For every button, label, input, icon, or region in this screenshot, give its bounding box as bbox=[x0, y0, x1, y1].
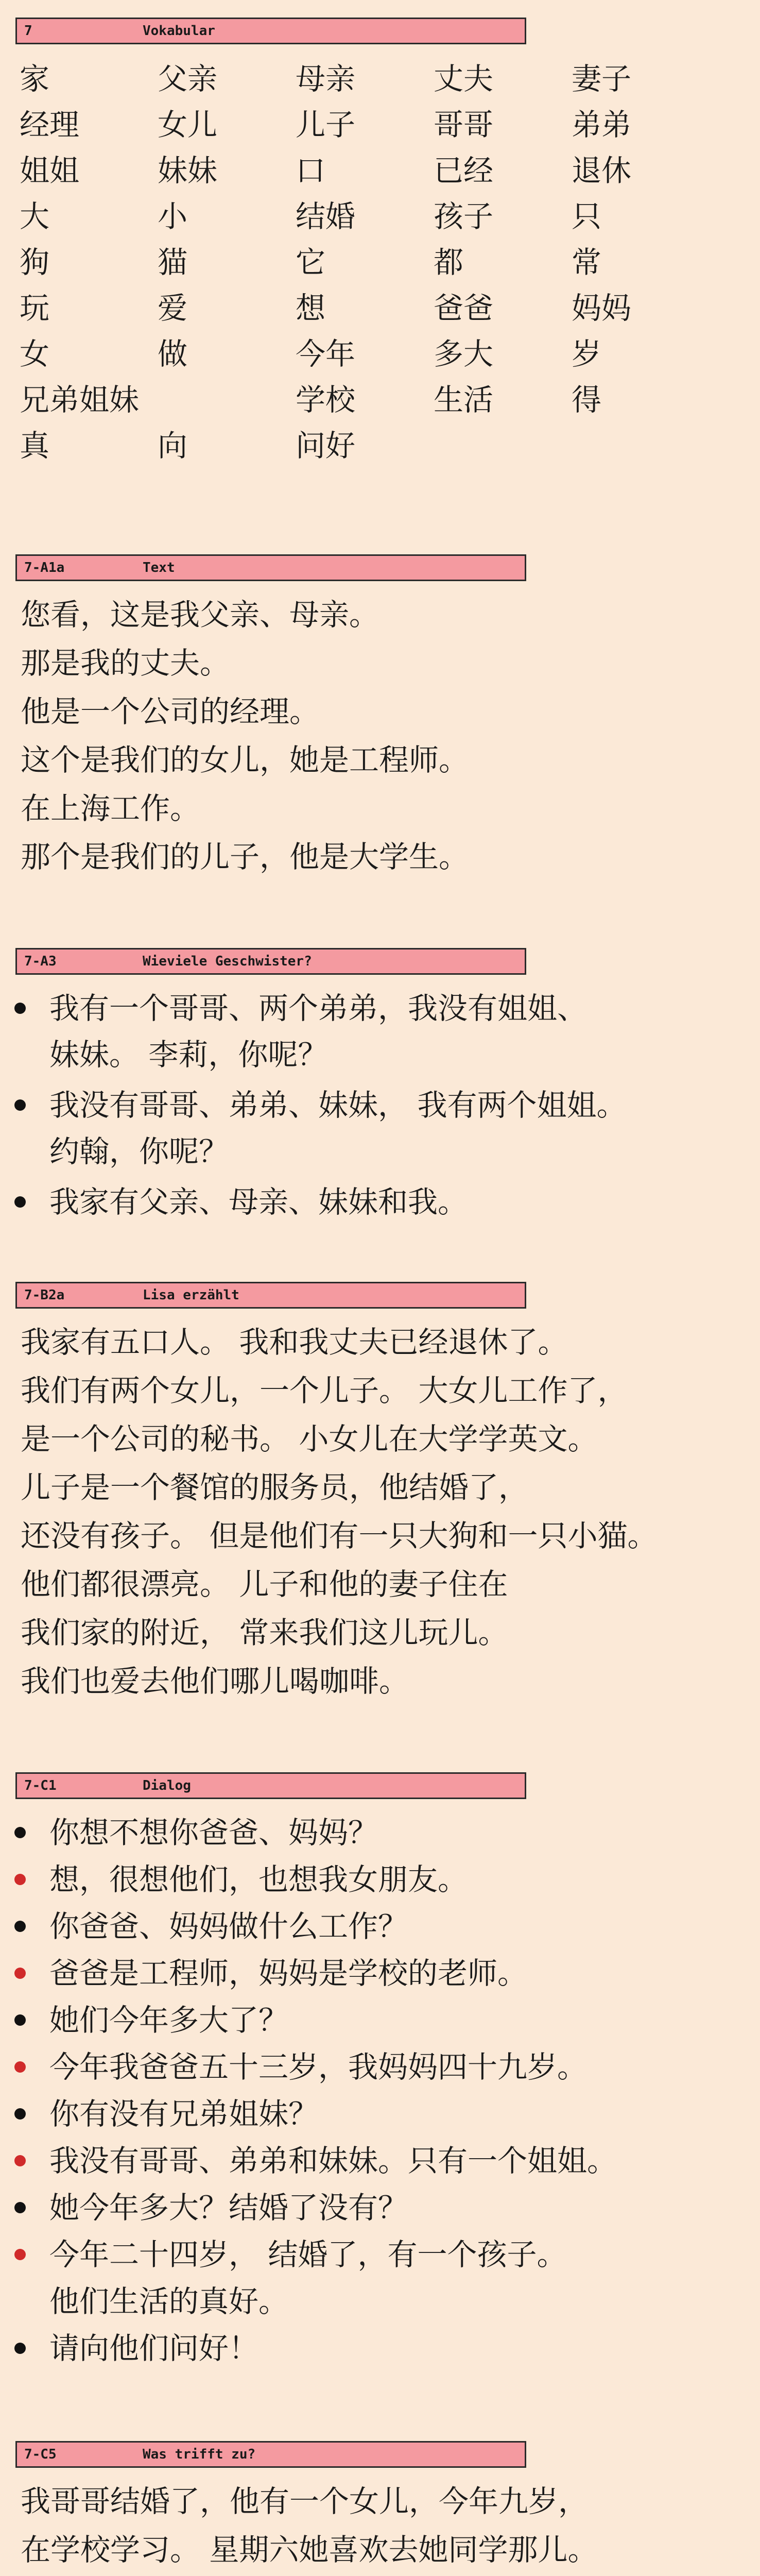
list-item-line: 我没有哥哥、弟弟、妹妹， 我有两个姐姐。 bbox=[49, 1088, 627, 1123]
answer-bullet bbox=[14, 2249, 26, 2260]
section-header-c5 bbox=[15, 2441, 526, 2468]
vocab-word: 向 bbox=[158, 428, 188, 463]
dialog-line: 你想不想你爸爸、妈妈？ bbox=[49, 1815, 378, 1850]
question-bullet bbox=[14, 2202, 26, 2213]
text-line: 那是我的丈夫。 bbox=[21, 646, 230, 681]
text-line: 在学校学习。 星期六她喜欢去她同学那儿。 bbox=[21, 2532, 598, 2567]
section-header-text_a1a bbox=[15, 554, 526, 581]
dialog-line: 你有没有兄弟姐妹？ bbox=[49, 2096, 319, 2131]
vocab-word: 哥哥 bbox=[434, 107, 494, 142]
answer-bullet bbox=[14, 2155, 26, 2166]
text-line: 儿子是一个餐馆的服务员，他结婚了， bbox=[21, 1470, 529, 1505]
vocab-word: 它 bbox=[296, 245, 326, 280]
vocab-word: 今年 bbox=[296, 336, 356, 371]
vocab-word: 大 bbox=[20, 199, 50, 234]
vocab-word: 狗 bbox=[20, 245, 50, 280]
vocab-word: 生活 bbox=[434, 382, 494, 417]
text-line: 他是一个公司的经理。 bbox=[21, 694, 320, 729]
section-title: Text bbox=[143, 560, 175, 575]
list-item-line: 我有一个哥哥、两个弟弟，我没有姐姐、 bbox=[49, 991, 588, 1026]
dialog-line: 你爸爸、妈妈做什么工作？ bbox=[49, 1909, 408, 1944]
section-header-b2a bbox=[15, 1282, 526, 1309]
section-code: 7-C5 bbox=[24, 2447, 57, 2462]
vocab-word: 想 bbox=[296, 291, 326, 326]
section-title: Dialog bbox=[143, 1778, 191, 1793]
vocab-word: 妻子 bbox=[572, 61, 632, 96]
dialog-line: 今年我爸爸五十三岁，我妈妈四十九岁。 bbox=[49, 2049, 588, 2084]
text-line: 是一个公司的秘书。 小女儿在大学学英文。 bbox=[21, 1421, 598, 1456]
vocab-word: 问好 bbox=[296, 428, 356, 463]
section-code: 7-C1 bbox=[24, 1778, 57, 1793]
question-bullet bbox=[14, 2014, 26, 2026]
text-line: 这个是我们的女儿，她是工程师。 bbox=[21, 742, 469, 777]
dialog-line: 想，很想他们，也想我女朋友。 bbox=[49, 1862, 468, 1897]
dialog-line: 今年二十四岁， 结婚了，有一个孩子。 bbox=[49, 2237, 567, 2272]
section-code: 7-A1a bbox=[24, 560, 65, 575]
vocab-word: 都 bbox=[434, 245, 464, 280]
dialog-line: 她今年多大？结婚了没有？ bbox=[49, 2190, 408, 2225]
bullet bbox=[14, 1099, 26, 1111]
bullet bbox=[14, 1196, 26, 1208]
section-title: Lisa erzählt bbox=[143, 1287, 239, 1303]
section-code: 7-B2a bbox=[24, 1287, 65, 1303]
vocab-word: 多大 bbox=[434, 336, 494, 371]
answer-bullet bbox=[14, 1874, 26, 1885]
text-line: 我们也爱去他们哪儿喝咖啡。 bbox=[21, 1664, 409, 1699]
vocab-word: 爱 bbox=[158, 291, 188, 326]
vocab-word: 母亲 bbox=[296, 61, 356, 96]
vocab-word: 儿子 bbox=[296, 107, 356, 142]
vocab-word: 退休 bbox=[572, 153, 632, 188]
vocab-word: 姐姐 bbox=[20, 153, 80, 188]
list-item-line: 我家有父亲、母亲、妹妹和我。 bbox=[49, 1184, 468, 1219]
section-title: Was trifft zu? bbox=[143, 2447, 256, 2462]
dialog-line: 她们今年多大了？ bbox=[49, 2003, 289, 2038]
vocab-word: 妹妹 bbox=[158, 153, 218, 188]
text-line: 他们都很漂亮。 儿子和他的妻子住在 bbox=[21, 1567, 508, 1602]
dialog-line: 请向他们问好！ bbox=[49, 2331, 259, 2366]
vocab-word: 孩子 bbox=[434, 199, 494, 234]
vocab-word: 丈夫 bbox=[434, 61, 494, 96]
section-code: 7 bbox=[24, 23, 32, 39]
section-header-vocab bbox=[15, 18, 526, 44]
vocab-word: 只 bbox=[572, 199, 602, 234]
answer-bullet bbox=[14, 1968, 26, 1979]
vocab-word: 家 bbox=[20, 61, 50, 96]
section-header-a3 bbox=[15, 948, 526, 975]
text-line: 我们有两个女儿，一个儿子。 大女儿工作了， bbox=[21, 1373, 628, 1408]
dialog-line: 他们生活的真好。 bbox=[49, 2284, 289, 2319]
question-bullet bbox=[14, 1827, 26, 1838]
vocab-word: 得 bbox=[572, 382, 602, 417]
section-code: 7-A3 bbox=[24, 954, 57, 969]
list-item-line: 妹妹。 李莉，你呢？ bbox=[49, 1037, 328, 1072]
vocab-word: 玩 bbox=[20, 291, 50, 326]
vocab-word: 父亲 bbox=[158, 61, 218, 96]
section-title: Wieviele Geschwister? bbox=[143, 954, 312, 969]
vocab-word: 做 bbox=[158, 336, 188, 371]
answer-bullet bbox=[14, 2061, 26, 2073]
vocab-word: 小 bbox=[158, 199, 188, 234]
vocab-word: 女 bbox=[20, 336, 50, 371]
text-line: 您看，这是我父亲、母亲。 bbox=[21, 597, 379, 632]
section-title: Vokabular bbox=[143, 23, 215, 39]
bullet bbox=[14, 1003, 26, 1014]
vocab-word: 结婚 bbox=[296, 199, 356, 234]
text-line: 我哥哥结婚了，他有一个女儿，今年九岁， bbox=[21, 2484, 589, 2519]
question-bullet bbox=[14, 2108, 26, 2120]
vocab-word: 女儿 bbox=[158, 107, 218, 142]
vocab-word: 爸爸 bbox=[434, 291, 494, 326]
vocab-word: 兄弟姐妹 bbox=[20, 382, 140, 417]
dialog-line: 爸爸是工程师，妈妈是学校的老师。 bbox=[49, 1956, 528, 1991]
text-line: 那个是我们的儿子，他是大学生。 bbox=[21, 839, 469, 874]
vocab-word: 已经 bbox=[434, 153, 494, 188]
text-line: 我家有五口人。 我和我丈夫已经退休了。 bbox=[21, 1325, 568, 1360]
vocab-word: 经理 bbox=[20, 107, 80, 142]
vocab-word: 猫 bbox=[158, 245, 188, 280]
vocab-word: 岁 bbox=[572, 336, 602, 371]
text-line: 还没有孩子。 但是他们有一只大狗和一只小猫。 bbox=[21, 1518, 658, 1553]
text-line: 我们家的附近， 常来我们这儿玩儿。 bbox=[21, 1615, 508, 1650]
dialog-line: 我没有哥哥、弟弟和妹妹。只有一个姐姐。 bbox=[49, 2143, 617, 2178]
vocab-word: 口 bbox=[296, 153, 326, 188]
question-bullet bbox=[14, 2343, 26, 2354]
vocab-word: 真 bbox=[20, 428, 50, 463]
list-item-line: 约翰，你呢？ bbox=[49, 1134, 229, 1169]
question-bullet bbox=[14, 1921, 26, 1932]
vocab-word: 学校 bbox=[296, 382, 356, 417]
vocab-word: 妈妈 bbox=[572, 291, 632, 326]
vocab-word: 常 bbox=[572, 245, 602, 280]
section-header-c1 bbox=[15, 1772, 526, 1799]
vocab-word: 弟弟 bbox=[572, 107, 632, 142]
text-line: 在上海工作。 bbox=[21, 791, 200, 826]
